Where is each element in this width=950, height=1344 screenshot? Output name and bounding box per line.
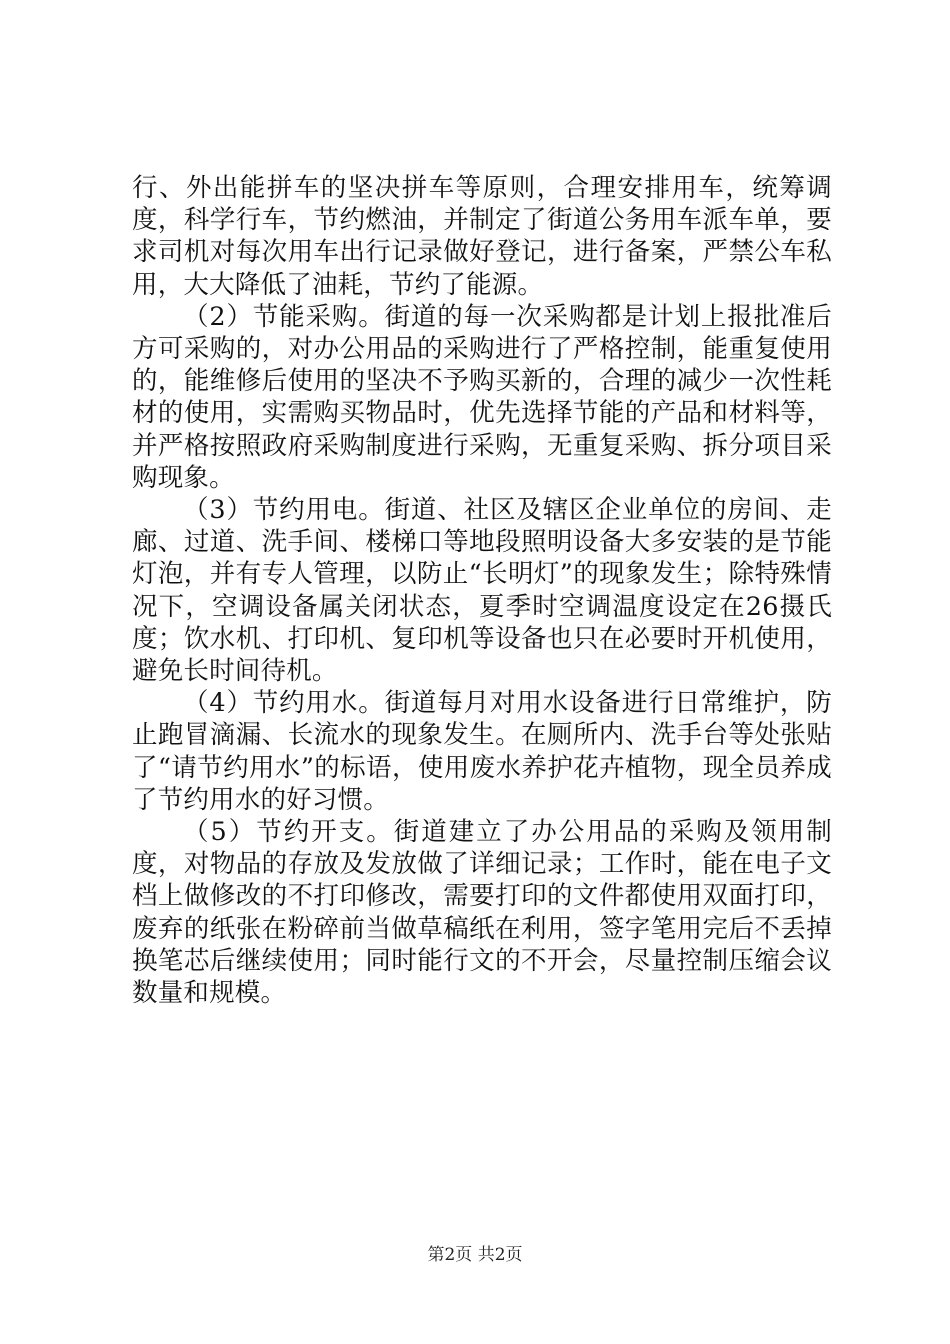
- paragraph-expense-saving: （5）节约开支。街道建立了办公用品的采购及领用制度，对物品的存放及发放做了详细记录；工作时，能在电子文档上做修改的不打印修改，需要打印的文件都使用双面打印，废弃的纸张在粉碎前当做草稿纸在利用，签字笔用完后不丢掉换笔芯后继续使用；同时能行文的不开会，尽量控制压缩会议数量和规模。: [132, 817, 832, 1009]
- page-footer: 第2页 共2页: [427, 1245, 523, 1265]
- document-body: [132, 172, 832, 1009]
- paragraph-electricity-saving: （3）节约用电。街道、社区及辖区企业单位的房间、走廊、过道、洗手间、楼梯口等地段照明设备大多安装的是节能灯泡，并有专人管理，以防止“长明灯”的现象发生；除特殊情况下，空调设备属关闭状态，夏季时空调温度设定在26摄氏度；饮水机、打印机、复印机等设备也只在必要时开机使用，避免长时间待机。: [132, 495, 832, 687]
- paragraph-vehicle-use: 行、外出能拼车的坚决拼车等原则，合理安排用车，统筹调度，科学行车，节约燃油，并制定了街道公务用车派车单，要求司机对每次用车出行记录做好登记，进行备案，严禁公车私用，大大降低了油耗，节约了能源。: [132, 173, 832, 300]
- paragraph-water-saving: （4）节约用水。街道每月对用水设备进行日常维护，防止跑冒滴漏、长流水的现象发生。在厕所内、洗手台等处张贴了“请节约用水”的标语，使用废水养护花卉植物，现全员养成了节约用水的好习惯。: [132, 688, 832, 815]
- paragraph-energy-saving-procurement: （2）节能采购。街道的每一次采购都是计划上报批准后方可采购的，对办公用品的采购进行了严格控制，能重复使用的，能维修后使用的坚决不予购买新的，合理的减少一次性耗材的使用，实需购买物品时，优先选择节能的产品和材料等，并严格按照政府采购制度进行采购，无重复采购、拆分项目采购现象。: [132, 301, 832, 493]
